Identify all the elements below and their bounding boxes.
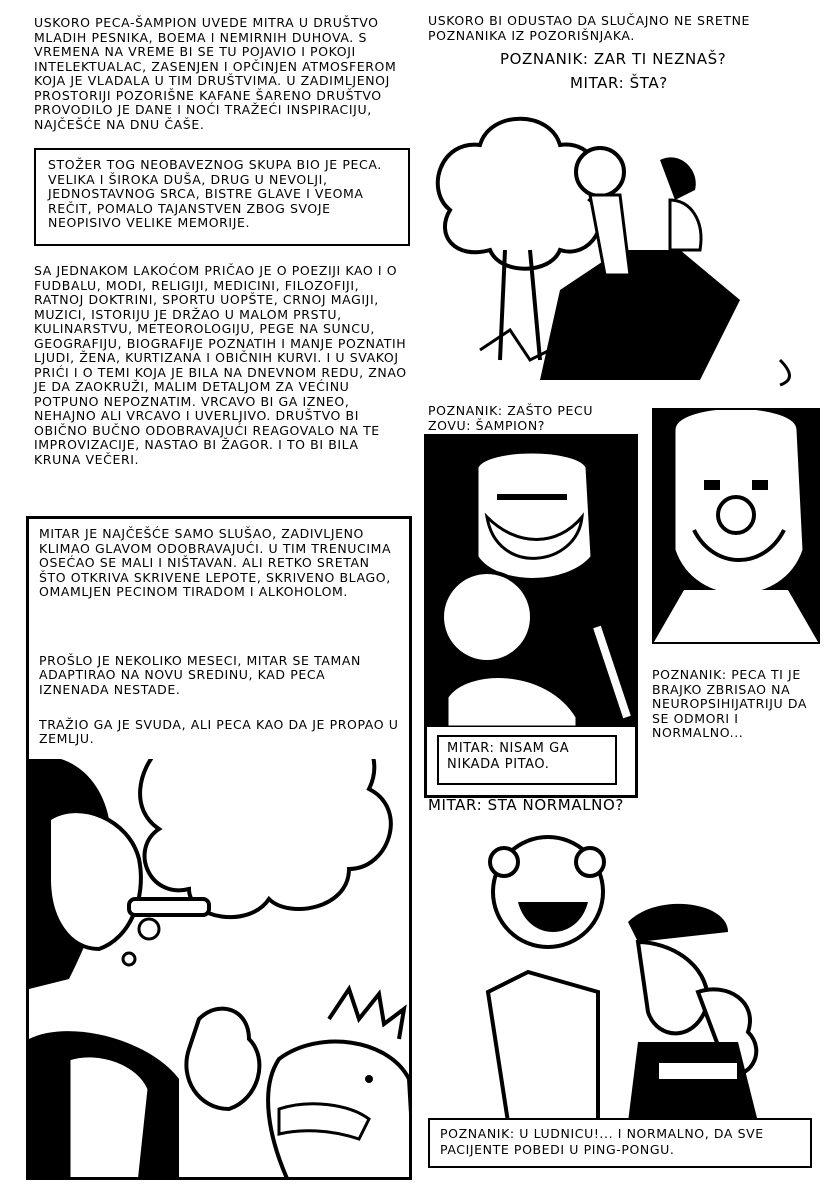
caption-box-mitar: MITAR JE NAJČEŠĆE SAMO SLUŠAO, ZADIVLJENO KLIMAO GLAVOM ODOBRAVAJUĆI. U TIM TRENUCIMA OSEĆAO SE MALI I NIŠTAVAN. ALI RETKO SRETAN ŠTO OTKRIVA SKRIVENE LEPOTE, SKRIVENO BLAGO, OMAMLJEN PECINOM TIRADOM I ALKOHOLOM. [29,519,409,633]
panel-peca-drawing [427,437,635,727]
caption-box-peca-text: STOŽER TOG NEOBAVEZNOG SKUPA BIO JE PECA. VELIKA I ŠIROKA DUŠA, DRUG U NEVOLJI, JEDNOSTAVNOG SRCA, BISTRE GLAVE I VEOMA REČIT, POMALO TAJANSTVEN ZBOG SVOJE NEOPISIVO VELIKE MEMORIJE. [48,157,382,230]
caption-disappearance-b: TRAŽIO GA JE SVUDA, ALI PECA KAO DA JE PROPAO U ZEMLJU. [39,716,399,746]
caption-box-peca [34,148,410,246]
intro-text: USKORO PECA-ŠAMPION UVEDE MITRA U DRUŠTVO MLADIH PESNIKA, BOEMA I NEMIRNIH DUHOVA. S VREMENA NA VREME BI SE TU POJAVIO I POKOJI INTELEKTUALAC, ZASENJEN I OPČINJEN ATMOSFEROM KOJA JE VLADALA U TIM DRUŠTVIMA. U ZADIMLJENOJ PROSTORIJI POZORIŠNE KAFANE ŠARENO DRUŠTVO PROVODILO JE DANE I NOĆI TRAŽEĆI INSPIRACIJU, NAJČEŠĆE NA DNU ČAŠE. [34,15,397,132]
smiling-face-drawing [654,410,818,642]
dialog-neuropsihijatrija: POZNANIK: PECA TI JE BRAJKO ZBRISAO NA NEUROPSIHIJATRIJU DA SE ODMORI I NORMALNO... [652,667,807,740]
dialog-sampion-question: POZNANIK: ZAŠTO PECU ZOVU: ŠAMPION? [428,403,594,433]
topics-paragraph: SA JEDNAKOM LAKOĆOM PRIČAO JE O POEZIJI KAO I O FUDBALU, MODI, RELIGIJI, MEDICINI, FILOZOFIJI, RATNOJ DOKTRINI, SPORTU UOPŠTE, CRNOJ MAGIJI, MUZICI, ISTORIJU JE DRŽAO U MALOM PRSTU, KULINARSTVU, METEOROLOGIJU, PEGE NA SUNCU, GEOGRAFIJU, BIOGRAFIJE POZNATIH I MANJE POZNATIH LJUDI, ŽENA, KURTIZANA I OBIČNIH KURVI. I U SVAKOJ PRIĆI I O TEMI KOJA JE BILA NA DNEVNOM REDU, ZNAO JE DA ZAOKRUŽI, MALIM DETALJOM ZA VEĆINU POTPUNO NEPOZNATIM. VRCAVO BI GA IZNEO, NEHAJNO ALI VRCAVO I UVERLJIVO. DRUŠTVO BI OBIČNO BUČNO ODOBRAVAJUĆI REAGOVALO NA TE IMPROVIZACIJE, NASTAO BI ŽAGOR. I TO BI BILA KRUNA VEČERI. [34,263,407,467]
dialog-mitar-sta: MITAR: ŠTA? [570,74,668,92]
panel-peca-portrait [424,434,638,798]
panel-smiling-face [652,408,820,644]
panel-mitar-searching [26,516,412,1180]
right-top-text: USKORO BI ODUSTAO DA SLUČAJNO NE SRETNE POZNANIKA IZ POZORIŠNJAKA. [428,13,751,43]
scene-laughing-peca [428,822,808,1122]
caption-final-text: POZNANIK: U LUDNICU!... I NORMALNO, DA SVE PACIJENTE POBEDI U PING-PONGU. [440,1126,764,1157]
scene-park-walk [420,100,810,390]
caption-mitar-reply: MITAR: NISAM GA NIKADA PITAO. [437,735,617,785]
caption-disappearance-a: PROŠLO JE NEKOLIKO MESECI, MITAR SE TAMAN ADAPTIRAO NA NOVU SREDINU, KAD PECA IZNENADA NESTADE. [39,652,361,697]
dialog-zar-ti-neznas: POZNANIK: ZAR TI NEZNAŠ? [500,50,727,68]
dialog-sta-normalno: MITAR: ŠTA NORMALNO? [428,796,624,814]
caption-box-disappearance [29,631,409,759]
caption-final [428,1118,812,1168]
